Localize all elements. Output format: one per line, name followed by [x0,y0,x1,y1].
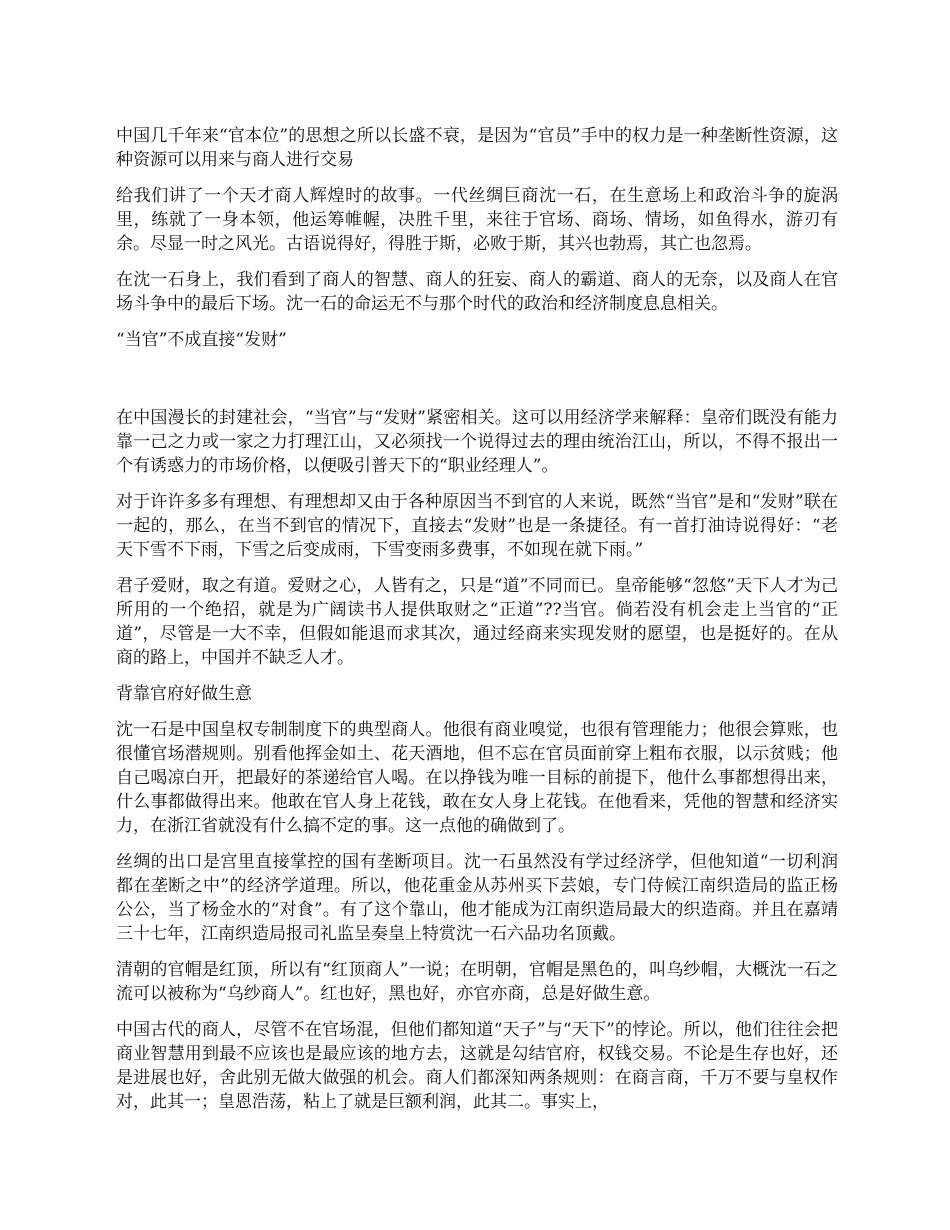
paragraph-shortcut: 对于许许多多有理想、有理想却又由于各种原因当不到官的人来说，既然“当官”是和“发财”联在一起的，那么，在当不到官的情况下，直接去“发财”也是一条捷径。有一首打油诗说得好：“老天下雪不下雨，下雪之后变成雨，下雪变雨多费事，不如现在就下雨。” [116,492,838,560]
paragraph-red-top: 清朝的官帽是红顶，所以有“红顶商人”一说；在明朝，官帽是黑色的，叫乌纱帽，大概沈一石之流可以被称为“乌纱商人”。红也好，黑也好，亦官亦商，总是好做生意。 [116,960,838,1004]
section-heading-government-backing: 背靠官府好做生意 [116,684,252,704]
document-body [116,124,838,1126]
paragraph-story: 给我们讲了一个天才商人辉煌时的故事。一代丝绸巨商沈一石，在生意场上和政治斗争的旋涡里，练就了一身本领，他运筹帷幄，决胜千里，来往于官场、商场、情场，如鱼得水，游刃有余。尽显一时之风光。古语说得好，得胜于斯，必败于斯，其兴也勃焉，其亡也忽焉。 [116,186,838,254]
paragraph-intro: 中国几千年来“官本位”的思想之所以长盛不衰，是因为“官员”手中的权力是一种垄断性资源，这种资源可以用来与商人进行交易 [116,126,838,170]
paragraph-typical-merchant: 沈一石是中国皇权专制制度下的典型商人。他很有商业嗅觉，也很有管理能力；他很会算账，也很懂官场潜规则。别看他挥金如土、花天酒地，但不忘在官员面前穿上粗布衣服，以示贫贱；他自己喝凉白开，把最好的茶递给官人喝。在以挣钱为唯一目标的前提下，他什么事都想得出来，什么事都做得出来。他敢在官人身上花钱，敢在女人身上花钱。在他看来，凭他的智慧和经济实力，在浙江省就没有什么搞不定的事。这一点他的确做到了。 [116,720,838,836]
paragraph-feudal-society: 在中国漫长的封建社会，“当官”与“发财”紧密相关。这可以用经济学来解释：皇帝们既没有能力靠一己之力或一家之力打理江山，又必须找一个说得过去的理由统治江山，所以，不得不报出一个有诱惑力的市场价格，以便吸引普天下的“职业经理人”。 [116,408,838,476]
paragraph-silk-monopoly: 丝绸的出口是宫里直接掌控的国有垄断项目。沈一石虽然没有学过经济学，但他知道“一切利润都在垄断之中”的经济学道理。所以，他花重金从苏州买下芸娘，专门侍候江南织造局的监正杨公公，当了杨金水的“对食”。有了这个靠山，他才能成为江南织造局最大的织造商。并且在嘉靖三十七年，江南织造局报司礼监呈奏皇上特赏沈一石六品功名顶戴。 [116,852,838,944]
section-heading-official-wealth: “当官”不成直接“发财” [116,330,287,350]
paragraph-ancient-merchants: 中国古代的商人，尽管不在官场混，但他们都知道“天子”与“天下”的悖论。所以，他们往往会把商业智慧用到最不应该也是最应该的地方去，这就是勾结官府，权钱交易。不论是生存也好，还是进展也好，舍此别无做大做强的机会。商人们都深知两条规则：在商言商，千万不要与皇权作对，此其一；皇恩浩荡，粘上了就是巨额利润，此其二。事实上， [116,1020,838,1112]
paragraph-junzi: 君子爱财，取之有道。爱财之心，人皆有之，只是“道”不同而已。皇帝能够“忽悠”天下人才为己所用的一个绝招，就是为广阔读书人提供取财之“正道”??当官。倘若没有机会走上当官的“正道”，尽管是一大不幸，但假如能退而求其次，通过经商来实现发财的愿望，也是挺好的。在从商的路上，中国并不缺乏人才。 [116,576,838,668]
paragraph-shen-yishi: 在沈一石身上，我们看到了商人的智慧、商人的狂妄、商人的霸道、商人的无奈，以及商人在官场斗争中的最后下场。沈一石的命运无不与那个时代的政治和经济制度息息相关。 [116,270,838,314]
